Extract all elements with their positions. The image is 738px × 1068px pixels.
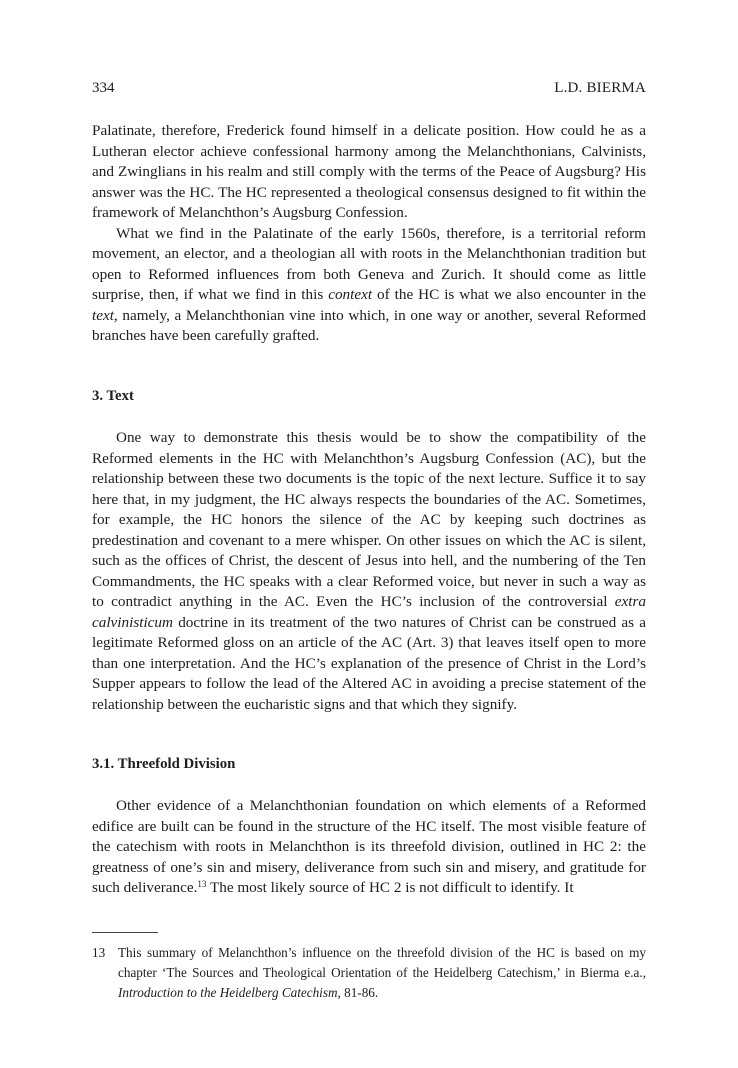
emphasis-extra-calvinisticum: extra calvinisticum	[92, 593, 646, 631]
footnote-text-b: , 81-86.	[337, 985, 379, 1000]
paragraph-4-text-a: Other evidence of a Melanchthonian foundation on which elements of a Reformed edifice are built can be found in the structure of the HC itself. The most visible feature of the catechism with roots in Melanchthon is its threefold division, outlined in HC 2: the greatness of one’s sin and misery, deliverance from such sin and misery, and gratitude for such deliverance.	[92, 797, 646, 896]
emphasis-context: context	[328, 286, 373, 303]
text-section-body	[92, 428, 646, 715]
paragraph-1	[92, 121, 646, 224]
paragraph-1-text: Palatinate, therefore, Frederick found himself in a delicate position. How could he as a Lutheran elector achieve confessional harmony among the Melanchthonians, Calvinists, and Zwinglians in his realm and still comply with the terms of the Peace of Augsburg? His answer was the HC. The HC represented a theological consensus designed to fit within the framework of Melanchthon’s Augsburg Confession.	[92, 122, 646, 221]
running-head-author: L.D. BIERMA	[554, 80, 646, 96]
footnote-text-a: This summary of Melanchthon’s influence on the threefold division of the HC is based on my chapter ‘The Sources and Theological Orientation of the Heidelberg Catechism,’ in Bierma e.a.,	[118, 945, 646, 980]
running-header	[92, 80, 646, 100]
paragraph-4-text-b: The most likely source of HC 2 is not difficult to identify. It	[206, 879, 574, 896]
emphasis-text: text	[92, 306, 114, 324]
footnote-divider	[92, 932, 158, 933]
footnote-book-title: Introduction to the Heidelberg Catechism	[118, 985, 338, 1000]
footnote-body	[118, 943, 646, 1003]
paragraph-2-text-b: of the HC is what we also encounter in the	[372, 286, 646, 303]
page-number: 334	[92, 80, 115, 96]
paragraph-2-text-c: , namely, a Melanchthonian vine into which, in one way or another, several Reformed branches have been carefully grafted.	[92, 306, 646, 344]
intro-paragraphs	[92, 121, 646, 347]
section-heading-text: 3. Text	[92, 388, 134, 404]
paragraph-3-text-b: doctrine in its treatment of the two natures of Christ can be construed as a legitimate Reformed gloss on an article of the AC (Art. 3) that leaves itself open to more than one interpretation. And the HC’s explanation of the presence of Christ in the Lord’s Supper appears to follow the lead of the Altered AC in avoiding a precise statement of the relationship between the eucharistic signs and that which they signify.	[92, 613, 646, 713]
paragraph-3	[92, 428, 646, 715]
section-heading-threefold-division: 3.1. Threefold Division	[92, 756, 236, 772]
footnote-13	[92, 943, 646, 1003]
footnote-reference[interactable]: 13	[197, 879, 207, 889]
paragraph-2	[92, 224, 646, 347]
paragraph-4	[92, 796, 646, 899]
threefold-section-body	[92, 796, 646, 899]
footnote-number: 13	[92, 945, 106, 960]
paragraph-3-text-a: One way to demonstrate this thesis would be to show the compatibility of the Reformed elements in the HC with Melanchthon’s Augsburg Confession (AC), but the relationship between these two documents is the topic of the next lecture. Suffice it to say here that, in my judgment, the HC always respects the boundaries of the AC. Sometimes, for example, the HC honors the silence of the AC by keeping such doctrines as predestination and covenant to a mere whisper. On other issues on which the AC is silent, such as the offices of Christ, the descent of Jesus into hell, and the numbering of the Ten Commandments, the HC speaks with a clear Reformed voice, but never in such a way as to contradict anything in the AC. Even the HC’s inclusion of the controversial	[92, 429, 646, 610]
paragraph-2-text-a: What we find in the Palatinate of the early 1560s, therefore, is a territorial reform movement, an elector, and a theologian all with roots in the Melanchthonian tradition but open to Reformed influences from both Geneva and Zurich. It should come as little surprise, then, if what we find in this	[92, 224, 646, 303]
